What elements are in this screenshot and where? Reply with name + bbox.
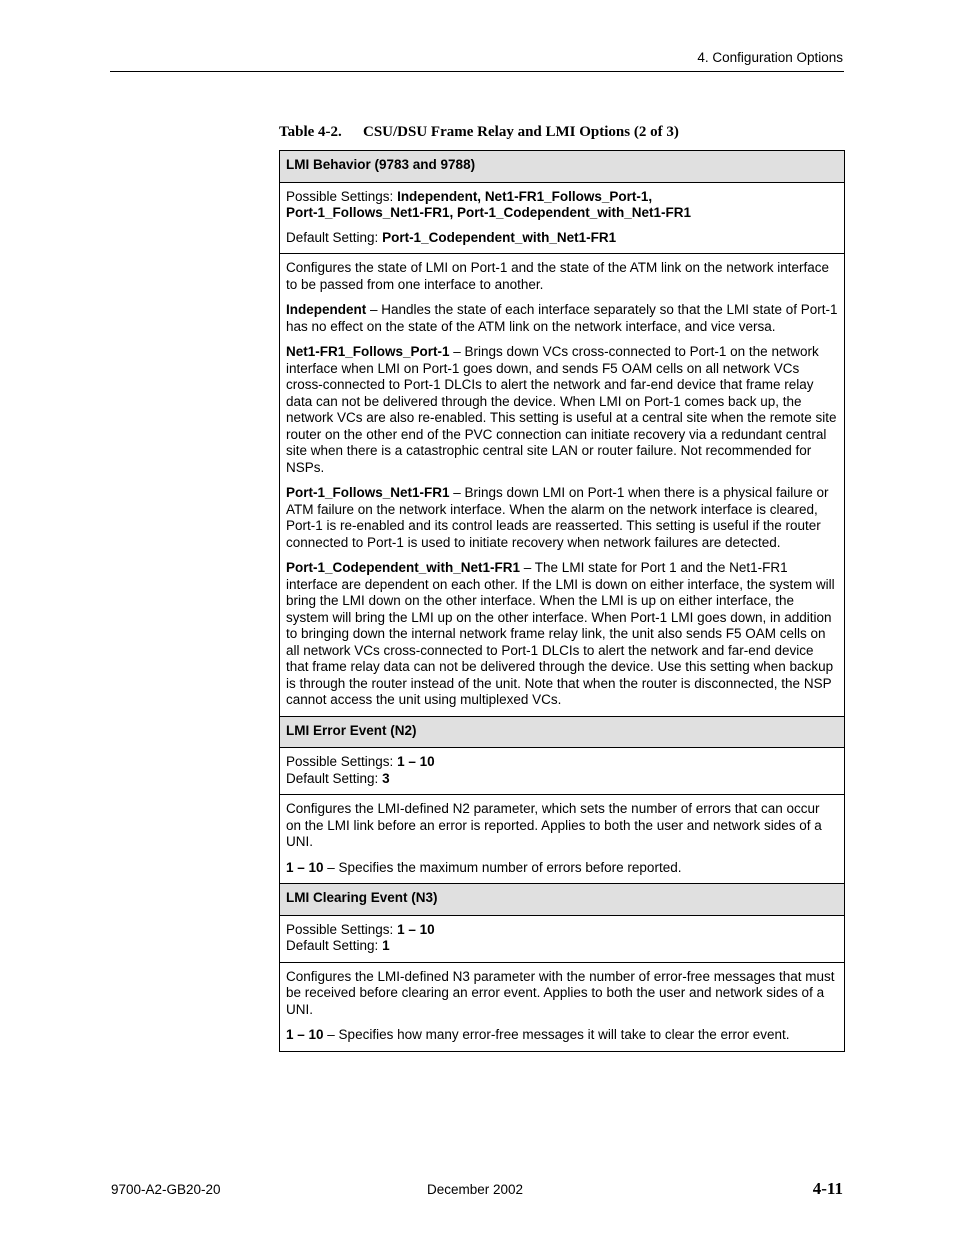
- description-text: Configures the LMI-defined N3 parameter with the number of error-free messages that must be received before clearing an error event. Applies to both the user and network sides of a UNI.: [286, 968, 835, 1017]
- description-text: Configures the LMI-defined N2 parameter, which sets the number of errors that can occur on the LMI link before an error is reported. Applies to both the user and network sides of a UNI.: [286, 801, 822, 849]
- description-intro: Configures the state of LMI on Port-1 and the state of the ATM link on the network interface to be passed from one interface to another.: [286, 260, 830, 292]
- range-text: – Specifies the maximum number of errors before reported.: [323, 859, 682, 875]
- running-header: 4. Configuration Options: [697, 50, 843, 65]
- table-row: [280, 182, 845, 254]
- possible-settings-value: Independent, Net1-FR1_Follows_Port-1,: [397, 188, 653, 204]
- table-row: [280, 795, 845, 884]
- default-setting-label: Default Setting:: [286, 770, 383, 786]
- possible-settings-value-cont: Port-1_Follows_Net1-FR1, Port-1_Codependent_with_Net1-FR1: [286, 205, 692, 220]
- option-term: Independent: [286, 302, 367, 317]
- lmi-clearing-settings: [280, 915, 845, 962]
- default-setting-value: 1: [382, 938, 390, 953]
- range-description: [286, 860, 838, 877]
- option-port1-follows-net1: [286, 485, 838, 551]
- lmi-behavior-description: [280, 254, 845, 717]
- range-description: [286, 1027, 838, 1044]
- possible-settings-value: 1 – 10: [397, 754, 435, 769]
- options-table: [279, 150, 845, 1052]
- table-row: [280, 962, 845, 1051]
- possible-settings-value: 1 – 10: [397, 921, 435, 937]
- table-number: Table 4-2.: [279, 124, 342, 140]
- default-setting-value: Port-1_Codependent_with_Net1-FR1: [382, 229, 617, 245]
- lmi-error-description: [280, 795, 845, 884]
- default-setting-label: Default Setting:: [286, 938, 383, 953]
- option-description: – Brings down LMI on Port-1 when there is a physical failure or ATM failure on the network interface. When the alarm on the network interface is cleared, Port-1 is re-enabled and its control leads are reasserted. This setting is useful if the router connected to Port-1 is used to initiate recovery when network failures are detected.: [286, 485, 829, 550]
- default-setting-label: Default Setting:: [286, 229, 383, 245]
- option-term: Port-1_Follows_Net1-FR1: [286, 485, 450, 500]
- table-title: CSU/DSU Frame Relay and LMI Options (2 of 3): [363, 124, 679, 140]
- option-term: Net1-FR1_Follows_Port-1: [286, 344, 450, 359]
- lmi-behavior-heading: LMI Behavior (9783 and 9788): [280, 151, 845, 183]
- option-description: – Brings down VCs cross-connected to Port-1 on the network interface when LMI on Port-1 goes down, and sends F5 OAM cells on all network VCs cross-connected to Port-1 DLCIs to alert the network and far-end device that frame relay data can not be delivered through the device. When LMI on Port-1 comes back up, the network VCs are also re-enabled. This setting is useful at a central site when the remote site router on the other end of the PVC connection can initiate recovery via a redundant central site when there is a catastrophic central site LAN or router failure. Not recommended for NSPs.: [286, 344, 837, 475]
- lmi-error-heading: LMI Error Event (N2): [280, 716, 845, 748]
- option-net1-follows-port1: [286, 344, 838, 476]
- table-row: [280, 151, 845, 183]
- page-number: 4-11: [812, 1179, 843, 1198]
- lmi-clearing-description: [280, 962, 845, 1051]
- lmi-behavior-settings: [280, 182, 845, 254]
- option-term: Port-1_Codependent_with_Net1-FR1: [286, 560, 521, 575]
- range-term: 1 – 10: [286, 1027, 324, 1042]
- doc-number: 9700-A2-GB20-20: [111, 1182, 221, 1197]
- header-rule: [110, 71, 844, 72]
- table-row: [280, 716, 845, 748]
- doc-date: December 2002: [427, 1182, 524, 1197]
- range-text: – Specifies how many error-free messages it will take to clear the error event.: [323, 1027, 790, 1042]
- table-caption: [279, 124, 679, 141]
- possible-settings-label: Possible Settings:: [286, 188, 398, 204]
- option-port1-codependent: [286, 560, 838, 709]
- table-row: [280, 915, 845, 962]
- table-row: [280, 254, 845, 717]
- option-description: – The LMI state for Port 1 and the Net1-FR1 interface are dependent on each other. If the LMI is down on either interface, the system will bring the LMI down on the other interface. When the LMI is up on either interface, the system will bring the LMI up on the other interface. When Port-1 LMI goes down, in addition to bringing down the internal network frame relay link, the unit also sends F5 OAM cells on all network VCs cross-connected to Port-1 DLCIs to alert the network and far-end device that frame relay data can not be delivered through the device. Use this setting when backup is through the router instead of the unit. Note that when the router is disconnected, the NSP cannot access the unit using multiplexed VCs.: [286, 560, 835, 707]
- default-setting-value: 3: [382, 770, 390, 786]
- table-row: [280, 884, 845, 916]
- option-description: – Handles the state of each interface separately so that the LMI state of Port-1 has no effect on the state of the ATM link on the network interface, and vice versa.: [286, 302, 838, 334]
- lmi-clearing-heading: LMI Clearing Event (N3): [280, 884, 845, 916]
- lmi-error-settings: [280, 748, 845, 795]
- option-independent: [286, 302, 838, 335]
- table-row: [280, 748, 845, 795]
- possible-settings-label: Possible Settings:: [286, 754, 398, 769]
- possible-settings-label: Possible Settings:: [286, 921, 398, 937]
- range-term: 1 – 10: [286, 859, 324, 875]
